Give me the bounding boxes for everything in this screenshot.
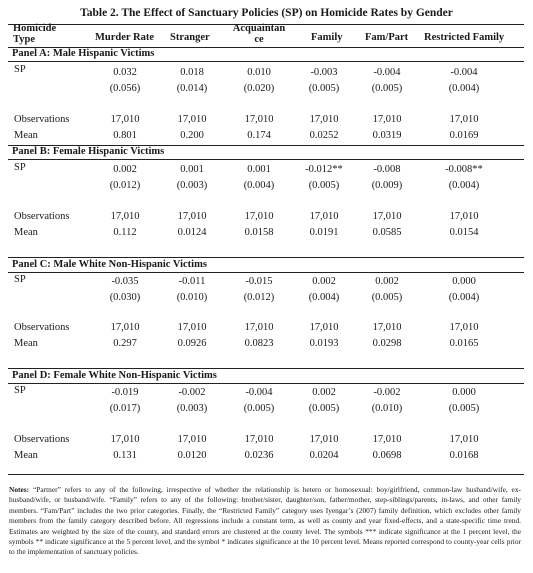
panel-c-top-rule [8,257,524,258]
panel-a-mean-stranger: 0.200 [180,130,204,141]
panel-c-se-murder: (0.030) [109,292,141,303]
panel-a-sp-family: -0.003 [310,67,338,78]
notes-label: Notes: [9,485,30,494]
panel-d-obs-restricted: 17,010 [449,434,479,445]
panel-d-mean-acquaintance: 0.0236 [244,450,274,461]
panel-a-se-family: (0.005) [308,83,340,94]
panel-d-mean-stranger: 0.0120 [177,450,207,461]
panel-a-row-obs-label: Observations [14,114,70,125]
panel-d-mean-family: 0.0204 [309,450,339,461]
panel-c-row-obs-label: Observations [14,322,70,333]
panel-c-sp-murder: -0.035 [111,276,139,287]
panel-b-label: Panel B: Female Hispanic Victims [12,146,165,157]
panel-d-top-rule [8,368,524,369]
panel-b-sp-restricted: -0.008** [445,164,483,175]
panel-d-sp-restricted: 0.000 [452,387,476,398]
panel-c-sp-acquaintance: -0.015 [245,276,273,287]
panel-b-mean-restricted: 0.0154 [449,227,479,238]
panel-a-mean-restricted: 0.0169 [449,130,479,141]
panel-d-obs-acquaintance: 17,010 [244,434,274,445]
panel-c-mean-acquaintance: 0.0823 [244,338,274,349]
panel-b-mean-murder: 0.112 [113,227,137,238]
panel-b-se-family: (0.005) [308,180,340,191]
panel-c-label: Panel C: Male White Non-Hispanic Victims [12,259,207,270]
panel-d-row-mean-label: Mean [14,450,38,461]
panel-d-mean-restricted: 0.0168 [449,450,479,461]
panel-c-mean-stranger: 0.0926 [177,338,207,349]
panel-a-label: Panel A: Male Hispanic Victims [12,48,155,59]
panel-a-se-murder: (0.056) [109,83,141,94]
panel-c-mean-murder: 0.297 [113,338,137,349]
panel-d-sp-fam-part: -0.002 [373,387,401,398]
panel-d-rule [8,383,524,384]
panel-a-se-restricted: (0.004) [448,83,480,94]
panel-b-obs-restricted: 17,010 [449,211,479,222]
panel-b-se-murder: (0.012) [109,180,141,191]
panel-a-mean-family: 0.0252 [309,130,339,141]
panel-b-rule [8,159,524,160]
panel-a-se-stranger: (0.014) [176,83,208,94]
panel-d-row-sp-label: SP [14,385,26,396]
panel-b-row-sp-label: SP [14,162,26,173]
panel-a-obs-stranger: 17,010 [177,114,207,125]
panel-b-obs-fam-part: 17,010 [372,211,402,222]
panel-b-obs-family: 17,010 [309,211,339,222]
panel-d-sp-stranger: -0.002 [178,387,206,398]
panel-d-label: Panel D: Female White Non-Hispanic Victims [12,370,217,381]
notes-text: “Partner” refers to any of the following, irrespective of whether the relationship is hetero or homosexual: boy/girlfriend, common-law husband/wife, ex-husband/wife, or husband/wife. “Family” refers to any of the following: brother/sister, daughter/son, father/mother, step-siblings/parents, in-laws, and other family members. “Fam/Part” includes the two prior categories. Finally, the “Restricted Family” category uses Iyengar’s (2007) family definition, which excludes other family members from the family category described before. All regressions include a constant term, as well as county and year fixed-effects, and a state-specific time trend. Estimates are weighted by the size of the county, and standard errors are clustered at the county level. The symbols *** indicate significance at the 1 percent level, the symbols ** indicate significance at the 5 percent level, and the symbol * indicates significance at the 10 percent level. Means reported correspond to county-year cells prior to the implementation of sanctuary policies. [9,485,521,557]
panel-b-obs-acquaintance: 17,010 [244,211,274,222]
panel-d-se-restricted: (0.005) [448,403,480,414]
panel-c-se-restricted: (0.004) [448,292,480,303]
panel-a-sp-fam-part: -0.004 [373,67,401,78]
panel-b-sp-stranger: 0.001 [180,164,204,175]
panel-d-sp-murder: -0.019 [111,387,139,398]
panel-a-se-acquaintance: (0.020) [243,83,275,94]
panel-b-obs-murder: 17,010 [110,211,140,222]
panel-c-se-family: (0.004) [308,292,340,303]
panel-b-sp-murder: 0.002 [113,164,137,175]
panel-d-sp-family: 0.002 [312,387,336,398]
panel-d-mean-fam-part: 0.0698 [372,450,402,461]
panel-a-se-fam-part: (0.005) [371,83,403,94]
panel-c-row-sp-label: SP [14,274,26,285]
panel-c-mean-family: 0.0193 [309,338,339,349]
panel-b-mean-acquaintance: 0.0158 [244,227,274,238]
header-col-acquaintance: Acquaintance [232,23,286,45]
bottom-rule [8,474,524,475]
panel-a-row-sp-label: SP [14,64,26,75]
panel-a-mean-murder: 0.801 [113,130,137,141]
panel-a-obs-family: 17,010 [309,114,339,125]
panel-c-obs-restricted: 17,010 [449,322,479,333]
panel-c-mean-fam-part: 0.0298 [372,338,402,349]
panel-c-sp-family: 0.002 [312,276,336,287]
header-row-label: Homicide Type [13,23,57,45]
panel-c-obs-fam-part: 17,010 [372,322,402,333]
panel-b-se-stranger: (0.003) [176,180,208,191]
panel-a-obs-fam-part: 17,010 [372,114,402,125]
panel-a-obs-restricted: 17,010 [449,114,479,125]
panel-b-row-obs-label: Observations [14,211,70,222]
panel-d-sp-acquaintance: -0.004 [245,387,273,398]
panel-d-se-acquaintance: (0.005) [243,403,275,414]
panel-a-rule [8,61,524,62]
panel-a-sp-restricted: -0.004 [450,67,478,78]
panel-b-se-restricted: (0.004) [448,180,480,191]
panel-d-obs-family: 17,010 [309,434,339,445]
table-title: Table 2. The Effect of Sanctuary Policies (SP) on Homicide Rates by Gender [80,7,453,19]
panel-d-obs-stranger: 17,010 [177,434,207,445]
panel-c-obs-stranger: 17,010 [177,322,207,333]
panel-c-se-fam-part: (0.005) [371,292,403,303]
panel-b-row-mean-label: Mean [14,227,38,238]
panel-c-mean-restricted: 0.0165 [449,338,479,349]
panel-b-mean-stranger: 0.0124 [177,227,207,238]
panel-d-se-stranger: (0.003) [176,403,208,414]
header-col-restricted-family: Restricted Family [424,32,505,43]
panel-d-obs-murder: 17,010 [110,434,140,445]
panel-c-obs-family: 17,010 [309,322,339,333]
header-col-family: Family [311,32,343,43]
panel-c-obs-acquaintance: 17,010 [244,322,274,333]
panel-c-obs-murder: 17,010 [110,322,140,333]
panel-a-row-mean-label: Mean [14,130,38,141]
panel-b-sp-fam-part: -0.008 [373,164,401,175]
panel-a-obs-murder: 17,010 [110,114,140,125]
panel-a-sp-murder: 0.032 [113,67,137,78]
panel-a-sp-acquaintance: 0.010 [247,67,271,78]
panel-b-sp-family: -0.012** [305,164,343,175]
panel-d-obs-fam-part: 17,010 [372,434,402,445]
header-col-stranger: Stranger [170,32,210,43]
panel-c-sp-stranger: -0.011 [178,276,206,287]
panel-a-mean-fam-part: 0.0319 [372,130,402,141]
panel-d-se-fam-part: (0.010) [371,403,403,414]
panel-c-se-stranger: (0.010) [176,292,208,303]
panel-a-mean-acquaintance: 0.174 [247,130,271,141]
panel-b-obs-stranger: 17,010 [177,211,207,222]
panel-b-se-fam-part: (0.009) [371,180,403,191]
panel-b-se-acquaintance: (0.004) [243,180,275,191]
panel-c-rule [8,272,524,273]
panel-c-sp-fam-part: 0.002 [375,276,399,287]
panel-b-mean-fam-part: 0.0585 [372,227,402,238]
panel-d-row-obs-label: Observations [14,434,70,445]
header-col-fam-part: Fam/Part [365,32,409,43]
panel-c-sp-restricted: 0.000 [452,276,476,287]
panel-a-sp-stranger: 0.018 [180,67,204,78]
panel-d-se-family: (0.005) [308,403,340,414]
panel-a-obs-acquaintance: 17,010 [244,114,274,125]
panel-c-row-mean-label: Mean [14,338,38,349]
table-notes [9,485,521,558]
panel-d-se-murder: (0.017) [109,403,141,414]
panel-d-mean-murder: 0.131 [113,450,137,461]
panel-b-sp-acquaintance: 0.001 [247,164,271,175]
header-col-murder-rate: Murder Rate [95,32,154,43]
panel-c-se-acquaintance: (0.012) [243,292,275,303]
panel-b-mean-family: 0.0191 [309,227,339,238]
